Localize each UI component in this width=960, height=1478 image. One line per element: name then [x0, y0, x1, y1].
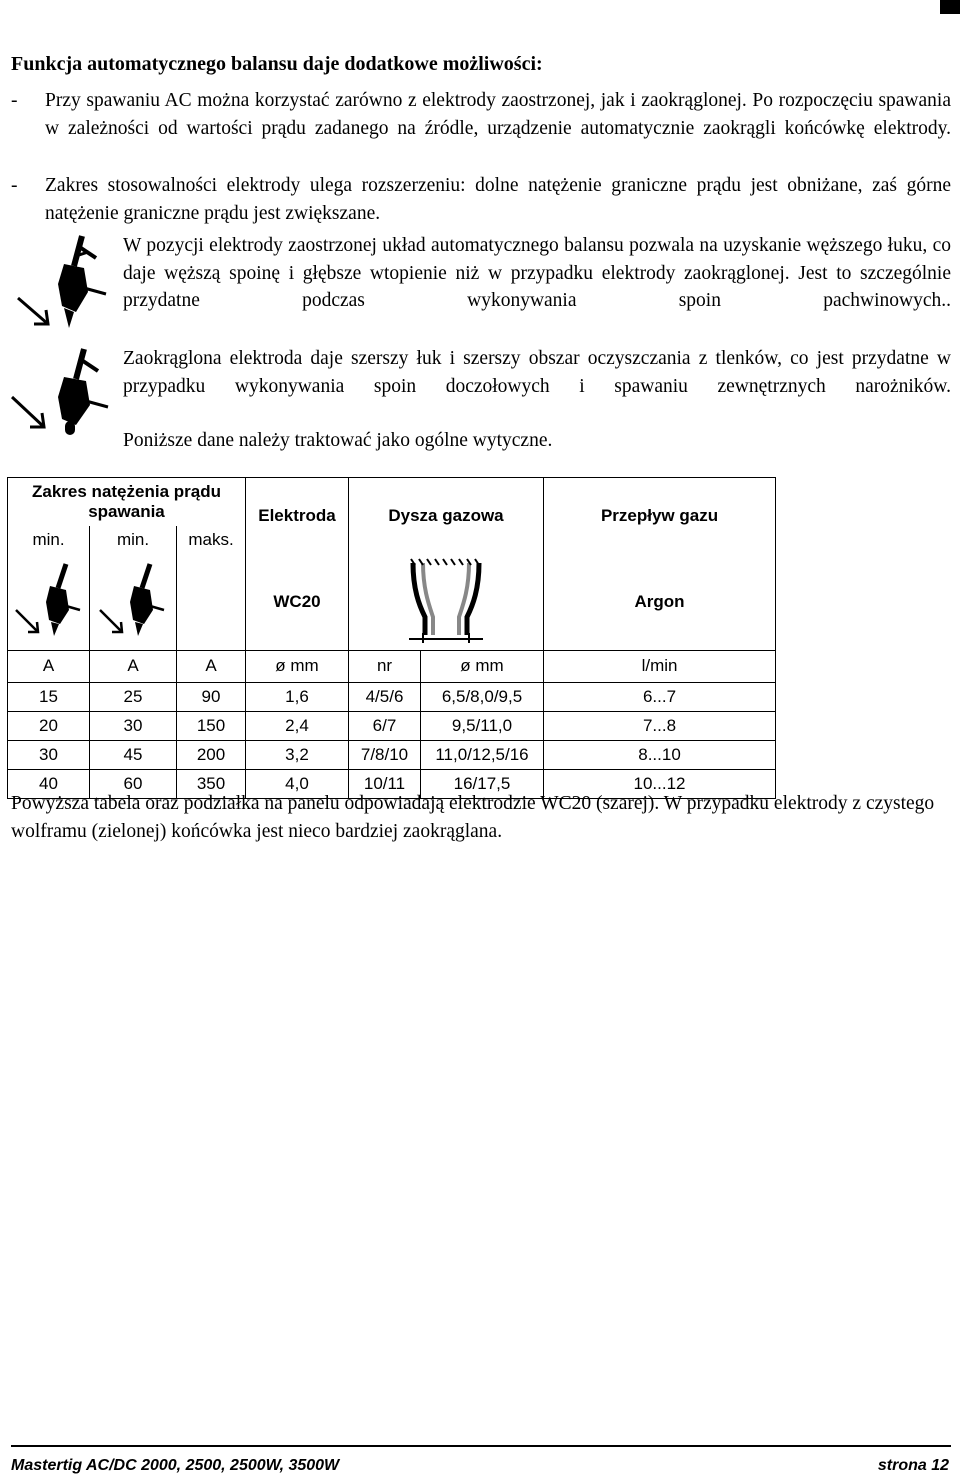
cell-flow: 7...8 — [544, 711, 776, 740]
cell-nozzle-nr: 6/7 — [349, 711, 421, 740]
cell-flow: 6...7 — [544, 682, 776, 711]
table-row — [8, 740, 776, 769]
table-row — [8, 682, 776, 711]
table-row — [8, 711, 776, 740]
cell-nozzle-diameter: 16/17,5 — [421, 769, 544, 798]
cell-electrode: 1,6 — [246, 682, 349, 711]
section-heading: Funkcja automatycznego balansu daje dodatkowe możliwości: — [11, 53, 543, 75]
cell-electrode: 2,4 — [246, 711, 349, 740]
cell-max: 200 — [177, 740, 246, 769]
cell-max: 150 — [177, 711, 246, 740]
header-electrode: Elektroda — [246, 478, 349, 555]
unit-nozzle-diameter: ø mm — [421, 650, 544, 682]
footer-page-number: strona 12 — [877, 1457, 949, 1474]
cell-min-1: 30 — [8, 740, 90, 769]
cell-electrode: 4,0 — [246, 769, 349, 798]
gas-type: Argon — [544, 555, 776, 651]
sub-header-min-1: min. — [8, 526, 90, 555]
footer-divider — [11, 1445, 951, 1447]
sharp-electrode-icon — [14, 232, 114, 332]
unit-electrode: ø mm — [246, 650, 349, 682]
bullet-2: Zakres stosowalności elektrody ulega rozszerzeniu: dolne natężenie graniczne prądu jest obniżane, zaś górne natężenie graniczne prądu jest zwiększane. — [45, 175, 951, 224]
header-gas-flow: Przepływ gazu — [544, 478, 776, 555]
cell-max: 350 — [177, 769, 246, 798]
guideline-note: Poniższe dane należy traktować jako ogólne wytyczne. — [123, 430, 553, 451]
sharp-electrode-small-icon — [14, 562, 84, 637]
cell-min-2: 60 — [90, 769, 177, 798]
bullet-marker-2: - — [11, 175, 18, 196]
corner-mark — [940, 0, 960, 14]
empty-cell — [177, 555, 246, 651]
cell-nozzle-nr: 10/11 — [349, 769, 421, 798]
cell-min-1: 20 — [8, 711, 90, 740]
cell-nozzle-nr: 4/5/6 — [349, 682, 421, 711]
cell-nozzle-diameter: 6,5/8,0/9,5 — [421, 682, 544, 711]
cell-min-1: 15 — [8, 682, 90, 711]
sharp-electrode-cell — [8, 555, 90, 651]
sharp-electrode-small-icon-2 — [98, 562, 168, 637]
cell-flow: 10...12 — [544, 769, 776, 798]
gas-nozzle-icon — [401, 555, 491, 645]
table-note: Powyższa tabela oraz podziałka na panelu odpowiadają elektrodzie WC20 (szarej). W przypadku elektrody z czystego wolframu (zielonej) końcówka jest nieco bardziej zaokrąglana. — [11, 793, 935, 842]
unit-max: A — [177, 650, 246, 682]
cell-nozzle-nr: 7/8/10 — [349, 740, 421, 769]
header-current-range: Zakres natężenia prądu spawania — [8, 478, 246, 526]
unit-min-1: A — [8, 650, 90, 682]
footer-product: Mastertig AC/DC 2000, 2500, 2500W, 3500W — [11, 1457, 340, 1474]
bullet-1: Przy spawaniu AC można korzystać zarówno z elektrody zaostrzonej, jak i zaokrąglonej. Po rozpoczęciu spawania w zależności od wartości prądu zadanego na źródle, urządzenie automatycznie zaokrągli końcówkę elektrody. — [45, 90, 951, 139]
unit-flow: l/min — [544, 650, 776, 682]
unit-min-2: A — [90, 650, 177, 682]
cell-min-2: 45 — [90, 740, 177, 769]
sub-header-max: maks. — [177, 526, 246, 555]
cell-min-2: 30 — [90, 711, 177, 740]
sharp-electrode-cell-2 — [90, 555, 177, 651]
sub-header-min-2: min. — [90, 526, 177, 555]
cell-max: 90 — [177, 682, 246, 711]
cell-electrode: 3,2 — [246, 740, 349, 769]
bullet-marker-1: - — [11, 90, 18, 111]
electrode-type: WC20 — [246, 555, 349, 651]
unit-nozzle-nr: nr — [349, 650, 421, 682]
cell-flow: 8...10 — [544, 740, 776, 769]
cell-min-1: 40 — [8, 769, 90, 798]
rounded-electrode-text: Zaokrąglona elektroda daje szerszy łuk i szerszy obszar oczyszczania z tlenków, co jest przydatne w przypadku wykonywania spoin doczołowych i spawaniu zewnętrznych narożników. — [123, 348, 951, 397]
nozzle-drawing-cell — [349, 555, 544, 651]
header-gas-nozzle: Dysza gazowa — [349, 478, 544, 555]
electrode-spec-table — [7, 477, 776, 799]
cell-min-2: 25 — [90, 682, 177, 711]
cell-nozzle-diameter: 9,5/11,0 — [421, 711, 544, 740]
cell-nozzle-diameter: 11,0/12,5/16 — [421, 740, 544, 769]
rounded-electrode-icon — [10, 345, 110, 440]
sharp-electrode-text: W pozycji elektrody zaostrzonej układ automatycznego balansu pozwala na uzyskanie węższego łuku, co daje węższą spoinę i głębsze wtopienie niż w przypadku elektrody zaokrąglonej. Jest to szczególnie przydatne podczas wykonywania spoin pachwinowych.. — [123, 235, 951, 311]
